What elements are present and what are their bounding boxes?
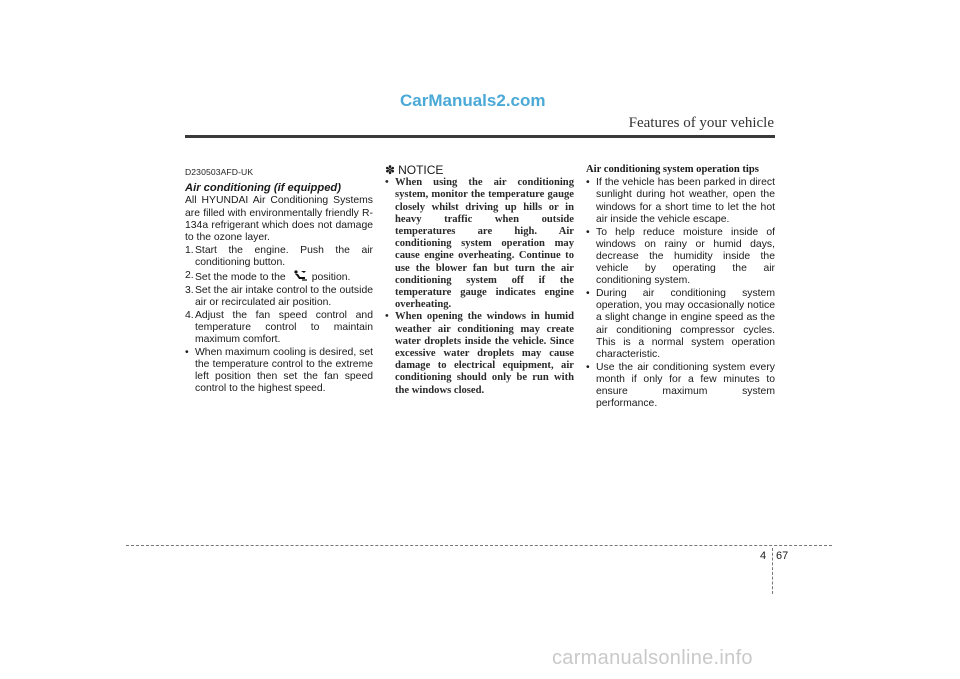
- step-marker: 3.: [185, 284, 194, 296]
- notice-item-text: When opening the windows in humid weather air conditioning may create water droplets inside the vehicle. Since excessive water droplets may cause damage to electrical equipment, air conditioning should only be run with the windows closed.: [395, 311, 574, 396]
- step-marker: 4.: [185, 309, 194, 321]
- page-divider: [772, 548, 773, 594]
- tip-text: To help reduce moisture inside of windows on rainy or humid days, decrease the humidity inside the vehicle by operating the air conditioning system.: [596, 226, 775, 287]
- chapter-number: 4: [760, 550, 767, 562]
- column-operation-tips: [586, 166, 775, 411]
- footer-rule: [126, 545, 832, 546]
- tip-item: [586, 227, 775, 288]
- step-text-after: position.: [311, 272, 351, 284]
- step-text: Adjust the fan speed control and temperature control to maintain maximum comfort.: [195, 309, 373, 346]
- page-number: 67: [776, 550, 789, 562]
- step-item: [185, 270, 373, 284]
- notice-list: [385, 177, 574, 397]
- step-item: [185, 285, 373, 309]
- step-text: Set the air intake control to the outside air or recirculated air position.: [195, 284, 373, 309]
- bullet-marker: •: [586, 226, 590, 238]
- step-item: [185, 310, 373, 347]
- column-air-conditioning: [185, 166, 373, 396]
- notice-title: [385, 164, 574, 176]
- step-text: When maximum cooling is desired, set the temperature control to the extreme left position then set the fan speed control to the highest speed.: [195, 346, 373, 395]
- steps-list: [185, 245, 373, 395]
- step-marker: 1.: [185, 245, 194, 257]
- step-text: Start the engine. Push the air conditioning button.: [195, 245, 373, 269]
- watermark-top: CarManuals2.com: [400, 91, 546, 110]
- intro-paragraph: All HYUNDAI Air Conditioning Systems are filled with environmentally friendly R-134a refrigerant which does not damage to the ozone layer.: [185, 195, 373, 244]
- bullet-marker: •: [185, 346, 189, 358]
- header-rule: [185, 135, 775, 138]
- bullet-marker: •: [586, 288, 590, 300]
- tips-list: [586, 177, 775, 410]
- section-heading: Air conditioning (if equipped): [185, 182, 341, 195]
- tip-text: Use the air conditioning system every month if only for a few minutes to ensure maximum system performance.: [596, 361, 775, 410]
- document-code: D230503AFD-UK: [185, 167, 254, 177]
- step-item: [185, 347, 373, 396]
- tips-heading: Air conditioning system operation tips: [586, 164, 759, 175]
- floor-defrost-mode-icon: [292, 270, 308, 281]
- step-text-before: Set the mode to the: [195, 272, 286, 284]
- notice-item: [385, 311, 574, 396]
- notice-box: [385, 163, 574, 397]
- watermark-bottom: carmanualsonline.info: [552, 647, 753, 669]
- notice-item-text: When using the air conditioning system, monitor the temperature gauge closely whilst driving up hills or in heavy traffic when outside temperatures are high. Air conditioning system operation may cause engine overheating. Continue to use the blower fan but turn the air conditioning system off if the temperature gauge indicates engine overheating.: [395, 177, 574, 311]
- section-header-title: Features of your vehicle: [628, 115, 774, 131]
- bullet-marker: •: [586, 177, 590, 189]
- tip-item: [586, 177, 775, 226]
- step-marker: 2.: [185, 270, 194, 282]
- tip-text: During air conditioning system operation, you may occasionally notice a slight change in engine speed as the air conditioning compressor cycles. This is a normal system operation characteristic.: [596, 288, 775, 361]
- tip-item: [586, 288, 775, 361]
- step-item: [185, 245, 373, 269]
- bullet-marker: •: [385, 177, 389, 189]
- tip-item: [586, 362, 775, 411]
- tip-text: If the vehicle has been parked in direct sunlight during hot weather, open the windows for a short time to let the hot air inside the vehicle escape.: [596, 177, 775, 225]
- notice-title-text: NOTICE: [398, 163, 444, 177]
- notice-item: [385, 177, 574, 311]
- bullet-marker: •: [586, 361, 590, 373]
- bullet-marker: •: [385, 311, 389, 323]
- notice-star-icon: ✽: [385, 163, 396, 177]
